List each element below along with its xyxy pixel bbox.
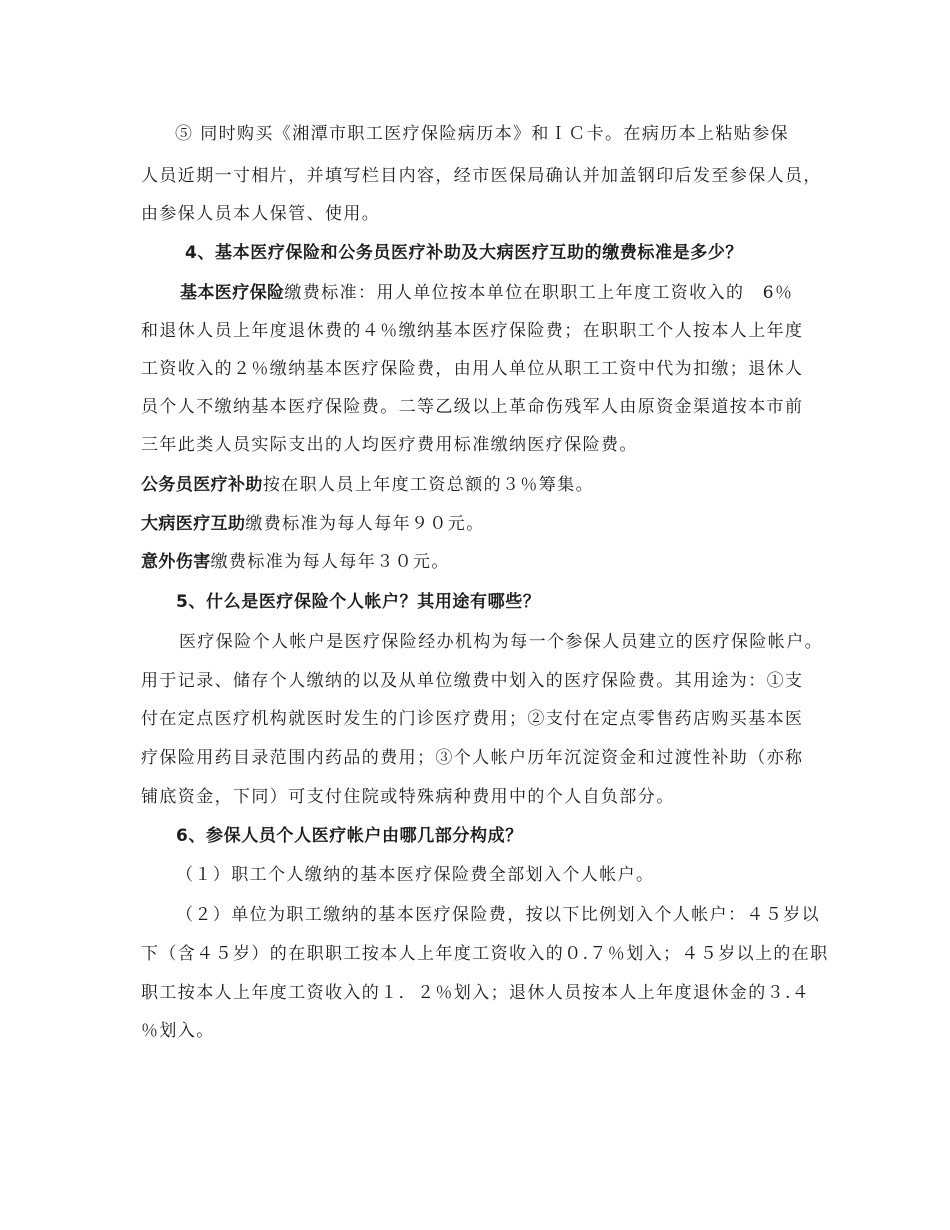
paragraph-line: 疗保险用药目录范围内药品的费用；③个人帐户历年沉淀资金和过渡性补助（亦称 [141,748,804,768]
paragraph-line [141,552,450,572]
paragraph-line: 用于记录、储存个人缴纳的以及从单位缴费中划入的医疗保险费。其用途为：①支 [141,671,804,691]
paragraph-text: 缴费标准：用人单位按本单位在职职工上年度工资收入的 6％ [284,283,794,303]
term-label: 基本医疗保险 [180,283,285,303]
paragraph-line: ％划入。 [141,1021,215,1041]
list-item: （１）职工个人缴纳的基本医疗保险费全部划入个人帐户。 [176,865,655,885]
list-item: （２）单位为职工缴纳的基本医疗保险费，按以下比例划入个人帐户：４５岁以 [176,905,820,925]
paragraph-line: 员个人不缴纳基本医疗保险费。二等乙级以上革命伤残军人由原资金渠道按本市前 [141,397,804,417]
section-heading: 5、什么是医疗保险个人帐户？其用途有哪些？ [176,592,541,612]
paragraph-text: 按在职人员上年度工资总额的３％筹集。 [262,475,595,495]
section-heading: 4、基本医疗保险和公务员医疗补助及大病医疗互助的缴费标准是多少？ [185,243,744,263]
paragraph-line [141,514,485,534]
paragraph-line: 三年此类人员实际支出的人均医疗费用标准缴纳医疗保险费。 [141,435,638,455]
paragraph-text: 缴费标准为每人每年３０元。 [210,552,450,572]
paragraph-line: 人员近期一寸相片，并填写栏目内容，经市医保局确认并加盖钢印后发至参保人员， [141,166,822,186]
paragraph-line: 付在定点医疗机构就医时发生的门诊医疗费用；②支付在定点零售药店购买基本医 [141,709,804,729]
paragraph-line [180,283,793,303]
paragraph-line: 由参保人员本人保管、使用。 [141,204,381,224]
paragraph-line: 职工按本人上年度工资收入的１．２％划入；退休人员按本人上年度退休金的３.４ [141,983,811,1003]
paragraph-text: 缴费标准为每人每年９０元。 [245,514,485,534]
paragraph-line: 下（含４５岁）的在职职工按本人上年度工资收入的０.７％划入；４５岁以上的在职 [141,944,829,964]
paragraph-line [141,475,594,495]
paragraph-line: 工资收入的２％缴纳基本医疗保险费，由用人单位从职工工资中代为扣缴；退休人 [141,359,804,379]
section-heading: 6、参保人员个人医疗帐户由哪几部分构成？ [176,826,523,846]
term-label: 大病医疗互助 [141,514,246,534]
paragraph-line: 和退休人员上年度退休费的４％缴纳基本医疗保险费；在职职工个人按本人上年度 [141,321,804,341]
paragraph-line: 铺底资金，下同）可支付住院或特殊病种费用中的个人自负部分。 [141,787,675,807]
paragraph-line: 医疗保险个人帐户是医疗保险经办机构为每一个参保人员建立的医疗保险帐户。 [179,632,823,652]
term-label: 公务员医疗补助 [141,475,263,495]
paragraph-line: ⑤ 同时购买《湘潭市职工医疗保险病历本》和ＩＣ卡。在病历本上粘贴参保 [175,124,790,144]
term-label: 意外伤害 [141,552,211,572]
